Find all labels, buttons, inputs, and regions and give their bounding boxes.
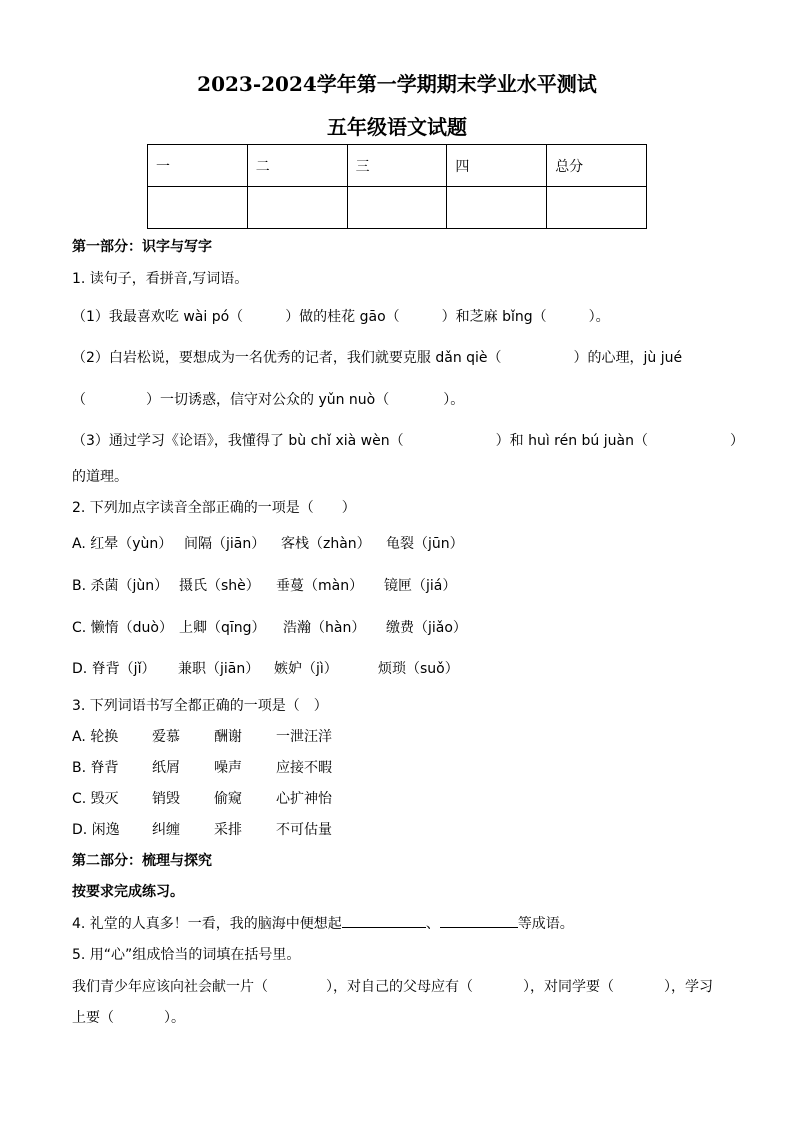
score-cell-1[interactable] [148,187,248,229]
score-header-3: 三 [347,145,447,187]
score-table-value-row [148,187,647,229]
score-header-2: 二 [247,145,347,187]
q1-sentence-2-line2: （ ）一切诱惑，信守对公众的 yǔn nuò（ ）。 [72,392,465,408]
q2-option-a[interactable]: A. 红晕（yùn） 间隔（jiān） 客栈（zhàn） 龟裂（jūn） [72,536,464,552]
q1-sentence-3-line1: （3）通过学习《论语》，我懂得了 bù chǐ xià wèn（ ）和 huì rén bú juàn（ ） [72,433,744,449]
score-header-1: 一 [148,145,248,187]
score-header-total: 总分 [547,145,647,187]
q2-option-c[interactable]: C. 懒惰（duò） 上卿（qīng） 浩瀚（hàn） 缴费（jiǎo） [72,620,467,636]
part1-heading: 第一部分：识字与写字 [72,239,212,255]
q3-option-d[interactable]: D. 闲逸 纠缠 采排 不可估量 [72,822,332,838]
q2-option-d[interactable]: D. 脊背（jǐ） 兼职（jiān） 嫉妒（jì） 烦琐（suǒ） [72,661,459,677]
q1-sentence-1: （1）我最喜欢吃 wài pó（ ）做的桂花 gāo（ ）和芝麻 bǐng（ ）。 [72,309,610,325]
score-cell-2[interactable] [247,187,347,229]
q3-stem: 3. 下列词语书写全都正确的一项是（ ） [72,698,328,714]
q1-stem: 1. 读句子，看拼音,写词语。 [72,271,249,287]
score-table-header-row [148,145,647,187]
q1-sentence-2-line1: （2）白岩松说，要想成为一名优秀的记者，我们就要克服 dǎn qiè（ ）的心理，jù jué [72,350,683,366]
score-header-4: 四 [447,145,547,187]
answer-underline[interactable] [440,913,518,928]
score-cell-3[interactable] [347,187,447,229]
exam-subtitle: 五年级语文试题 [327,115,467,139]
q5-stem: 5. 用“心”组成恰当的词填在括号里。 [72,947,301,963]
q2-option-b[interactable]: B. 杀菌（jùn） 摄氏（shè） 垂蔓（màn） 镜匣（jiá） [72,578,457,594]
part2-instruction: 按要求完成练习。 [72,884,184,900]
score-cell-total[interactable] [547,187,647,229]
q5-line1: 我们青少年应该向社会献一片（ ），对自己的父母应有（ ），对同学要（ ），学习 [72,979,713,995]
score-table [147,144,647,229]
part2-heading: 第二部分：梳理与探究 [72,853,212,869]
q5-line2: 上要（ ）。 [72,1010,185,1026]
score-cell-4[interactable] [447,187,547,229]
exam-title: 2023-2024学年第一学期期末学业水平测试 [197,72,597,96]
q3-option-a[interactable]: A. 轮换 爱慕 酬谢 一泄汪洋 [72,729,332,745]
q3-option-c[interactable]: C. 毁灭 销毁 偷窥 心扩神怡 [72,791,332,807]
answer-underline[interactable] [342,913,426,928]
q3-option-b[interactable]: B. 脊背 纸屑 噪声 应接不暇 [72,760,332,776]
q2-stem: 2. 下列加点字读音全部正确的一项是（ ） [72,500,356,516]
q4-line: 4. 礼堂的人真多！一看，我的脑海中便想起 、 等成语。 [72,913,574,933]
q1-sentence-3-line2: 的道理。 [72,469,128,485]
